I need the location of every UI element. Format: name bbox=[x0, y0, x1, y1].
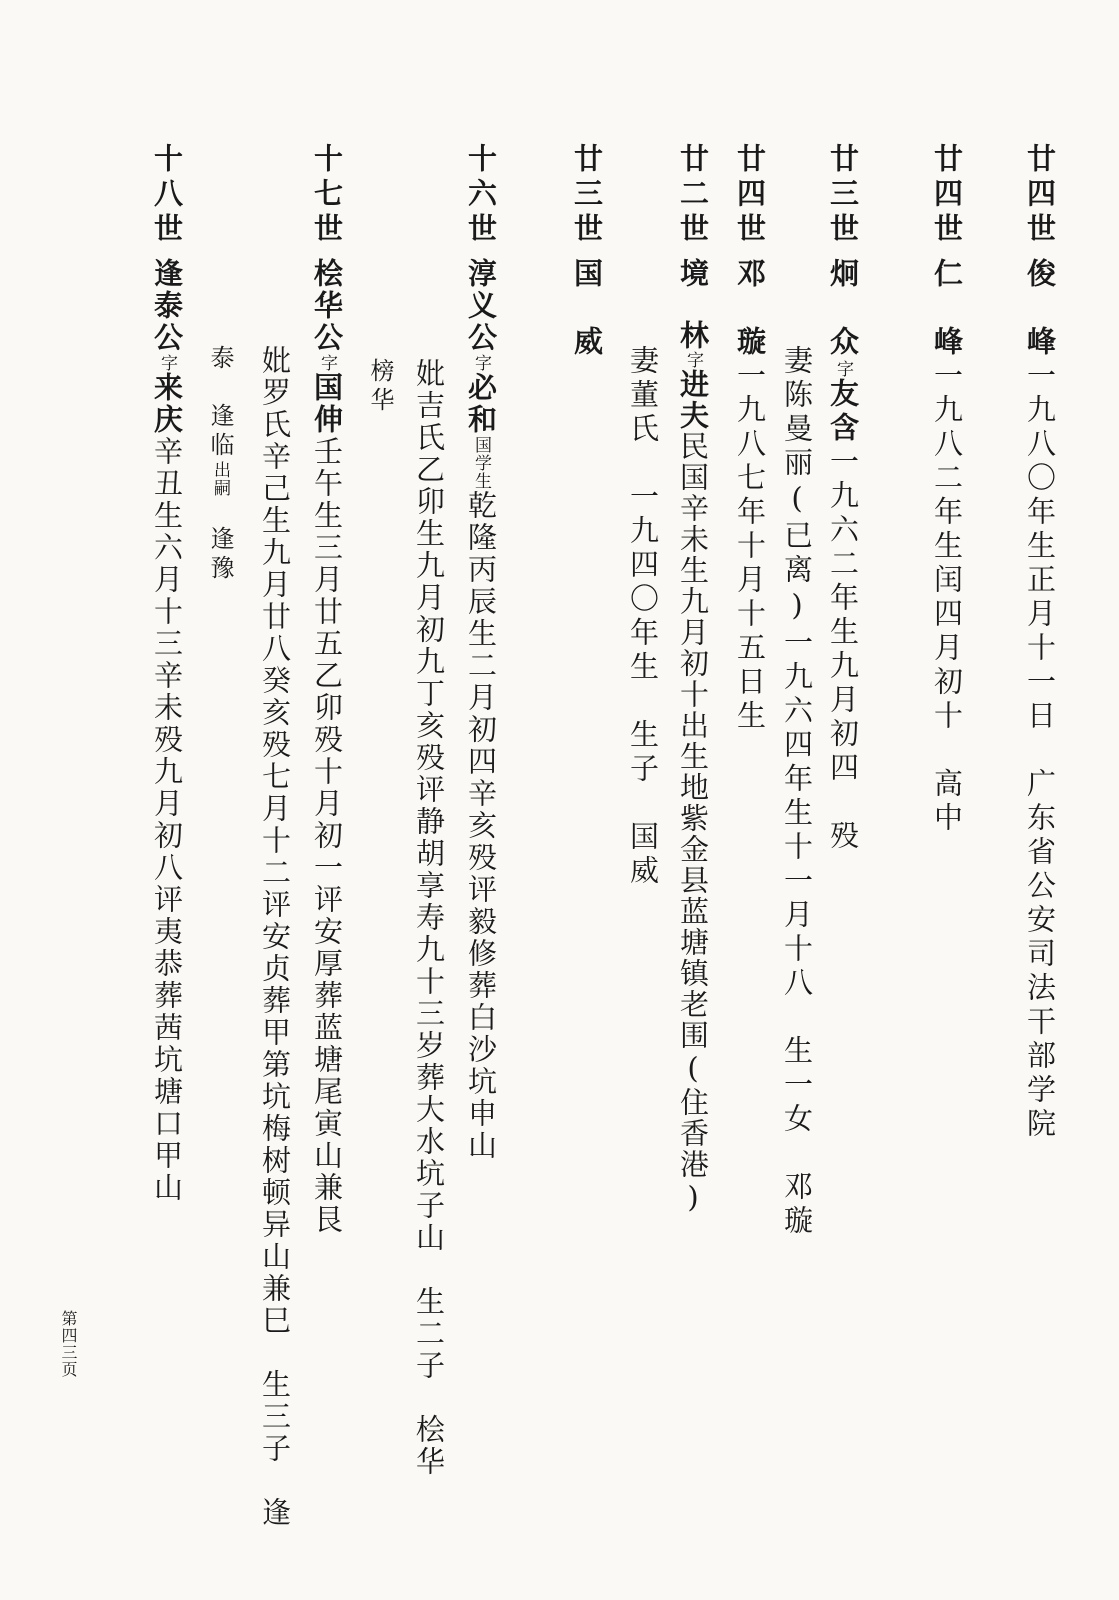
generation-label: 廿四世 bbox=[733, 143, 767, 248]
person-name: 淳义公 bbox=[464, 258, 498, 354]
generation-label: 十八世 bbox=[150, 143, 184, 248]
person-name: 桧华公 bbox=[310, 258, 344, 354]
spouse-line: 妣吉氏乙卯生九月初九丁亥殁评静胡享寿九十三岁葬大水坑子山 生二子 桧华 bbox=[412, 358, 446, 1478]
adoption-note: 出嗣 bbox=[210, 461, 230, 497]
person-name: 境 林 bbox=[676, 258, 710, 351]
person-name: 仁 峰 bbox=[930, 258, 964, 360]
person-name: 国 威 bbox=[570, 258, 604, 360]
generation-label: 廿四世 bbox=[930, 143, 964, 248]
entry-text: 壬午生三月廿五乙卯殁十月初一评安厚葬蓝塘尾寅山兼艮 bbox=[310, 436, 344, 1236]
courtesy-name: 友含 bbox=[826, 378, 860, 446]
sons-text: 泰 逢临 bbox=[206, 345, 234, 461]
entry-text: 乾隆丙辰生二月初四辛亥殁评毅修葬白沙坑申山 bbox=[464, 490, 498, 1162]
generation-label: 廿三世 bbox=[570, 143, 604, 248]
generation-label: 十七世 bbox=[310, 143, 344, 248]
courtesy-name: 国伸 bbox=[310, 372, 344, 436]
entry-line bbox=[826, 258, 860, 854]
person-name: 邓 璇 bbox=[733, 258, 767, 360]
page-number: 第四三页 bbox=[59, 1310, 78, 1378]
entry-line bbox=[930, 258, 964, 836]
title-note: 国学生 bbox=[471, 436, 491, 490]
generation-label: 廿三世 bbox=[826, 143, 860, 248]
zi-marker: 字 bbox=[317, 354, 337, 372]
sons-line bbox=[208, 345, 232, 584]
person-name: 俊 峰 bbox=[1023, 258, 1057, 360]
entry-line bbox=[1023, 258, 1057, 1142]
entry-line bbox=[733, 258, 767, 734]
zi-marker: 字 bbox=[471, 354, 491, 372]
spouse-line: 妣罗氏辛己生九月廿八癸亥殁七月十二评安贞葬甲第坑梅树顿异山兼巳 生三子 逢 bbox=[258, 345, 292, 1529]
generation-label: 十六世 bbox=[464, 143, 498, 248]
entry-line bbox=[676, 258, 710, 1216]
spouse-line: 妻董氏 一九四〇年生 生子 国威 bbox=[626, 345, 660, 889]
courtesy-name: 来庆 bbox=[150, 372, 184, 436]
generation-label: 廿四世 bbox=[1023, 143, 1057, 248]
entry-text: 民国辛未生九月初十出生地紫金县蓝塘镇老围(住香港) bbox=[676, 431, 710, 1216]
generation-label: 廿二世 bbox=[676, 143, 710, 248]
person-name: 炯 众 bbox=[826, 258, 860, 360]
entry-text: 一九六二年生九月初四 殁 bbox=[826, 446, 860, 854]
spouse-line-continued: 榜华 bbox=[366, 358, 394, 416]
entry-line bbox=[150, 258, 184, 1204]
entry-line bbox=[464, 258, 498, 1162]
spouse-line: 妻陈曼丽(已离)一九六四年生十一月十八 生一女 邓璇 bbox=[780, 345, 814, 1239]
entry-text: 辛丑生六月十三辛未殁九月初八评夷恭葬茜坑塘口甲山 bbox=[150, 436, 184, 1204]
zi-marker: 字 bbox=[683, 351, 703, 369]
entry-text: 一九八〇年生正月十一日 广东省公安司法干部学院 bbox=[1023, 360, 1057, 1142]
entry-text: 一九八二年生闰四月初十 高中 bbox=[930, 360, 964, 836]
entry-line bbox=[310, 258, 344, 1236]
zi-marker: 字 bbox=[157, 354, 177, 372]
sons-text-tail: 逢豫 bbox=[206, 526, 234, 584]
zi-marker: 字 bbox=[833, 360, 853, 378]
person-name: 逢泰公 bbox=[150, 258, 184, 354]
entry-line bbox=[570, 258, 604, 360]
courtesy-name: 必和 bbox=[464, 372, 498, 436]
entry-text: 一九八七年十月十五日生 bbox=[733, 360, 767, 734]
courtesy-name: 进夫 bbox=[676, 369, 710, 431]
